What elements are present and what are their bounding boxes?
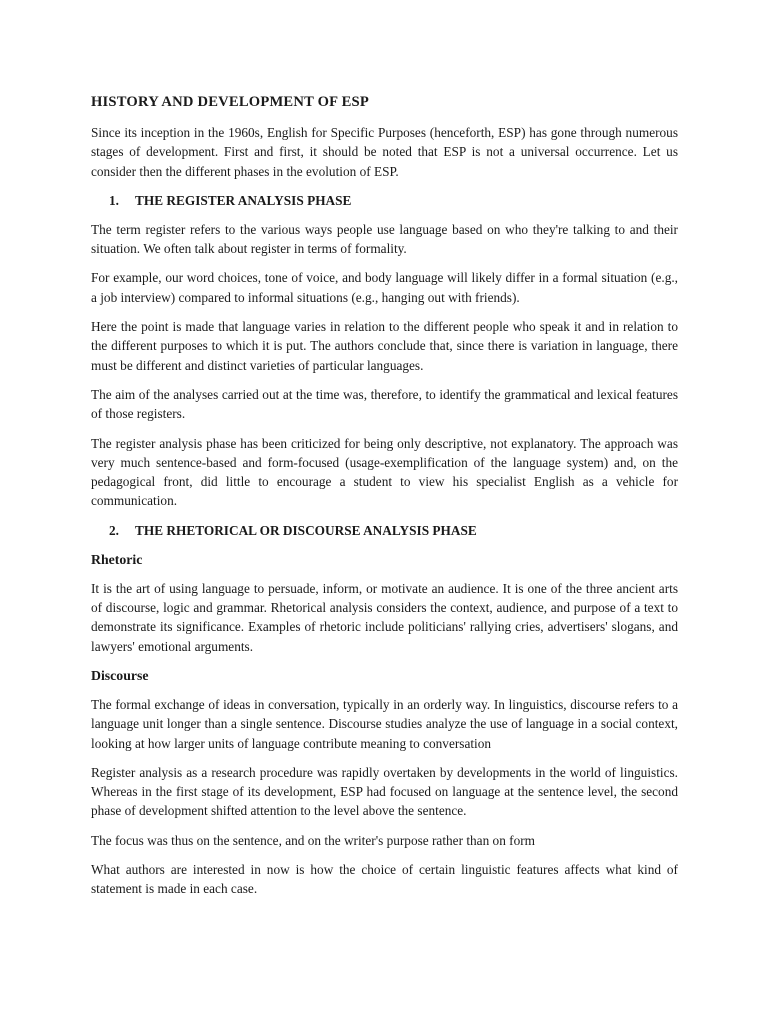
section-heading-register-analysis — [91, 191, 678, 210]
rhetoric-paragraph: It is the art of using language to persuade, inform, or motivate an audience. It is one of the three ancient arts of discourse, logic and grammar. Rhetorical analysis considers the context, audience, and purpose of a text to demonstrate its significance. Examples of rhetoric include politicians' rallying cries, advertisers' slogans, and lawyers' emotional arguments. — [91, 580, 678, 654]
section-heading-text: THE RHETORICAL OR DISCOURSE ANALYSIS PHASE — [135, 522, 477, 538]
intro-paragraph: Since its inception in the 1960s, English for Specific Purposes (henceforth, ESP) has gone through numerous stages of development. First and first, it should be noted that ESP is not a universal occurrence. Let us consider then the different phases in the evolution of ESP. — [91, 125, 678, 179]
body-paragraph: The aim of the analyses carried out at the time was, therefore, to identify the grammatical and lexical features of those registers. — [91, 386, 678, 422]
discourse-paragraph: The formal exchange of ideas in conversation, typically in an orderly way. In linguistics, discourse refers to a language unit longer than a single sentence. Discourse studies analyze the use of language in a social context, looking at how larger units of language contribute meaning to conversation — [91, 696, 678, 751]
section-heading-text: THE REGISTER ANALYSIS PHASE — [135, 192, 352, 208]
body-paragraph: The focus was thus on the sentence, and on the writer's purpose rather than on form — [91, 832, 536, 848]
section-number: 2. — [109, 522, 119, 538]
body-paragraph: The term register refers to the various ways people use language based on who they're talking to and their situation. We often talk about register in terms of formality. — [91, 221, 678, 257]
body-paragraph: The register analysis phase has been criticized for being only descriptive, not explanatory. The approach was very much sentence-based and form-focused (usage-exemplification of the language system) and, on the pedagogical front, did little to encourage a student to view his specialist English as a vehicle for communication. — [91, 435, 678, 509]
subheading-discourse: Discourse — [91, 667, 149, 683]
document-title: HISTORY AND DEVELOPMENT OF ESP — [91, 94, 369, 110]
body-paragraph: What authors are interested in now is how the choice of certain linguistic features affects what kind of statement is made in each case. — [91, 862, 678, 897]
section-heading-discourse-analysis — [91, 521, 678, 540]
body-paragraph: Here the point is made that language varies in relation to the different people who speak it and in relation to the different purposes to which it is put. The authors conclude that, since there is variation in language, there must be different and distinct varieties of particular languages. — [91, 319, 678, 373]
body-paragraph: Register analysis as a research procedure was rapidly overtaken by developments in the world of linguistics. Whereas in the first stage of its development, ESP had focused on language at the sentence level, the second phase of development shifted attention to the level above the sentence. — [91, 764, 678, 819]
body-paragraph: For example, our word choices, tone of voice, and body language will likely differ in a formal situation (e.g., a job interview) compared to informal situations (e.g., hanging out with friends). — [91, 270, 678, 305]
section-number: 1. — [109, 192, 119, 208]
subheading-rhetoric: Rhetoric — [91, 551, 143, 567]
